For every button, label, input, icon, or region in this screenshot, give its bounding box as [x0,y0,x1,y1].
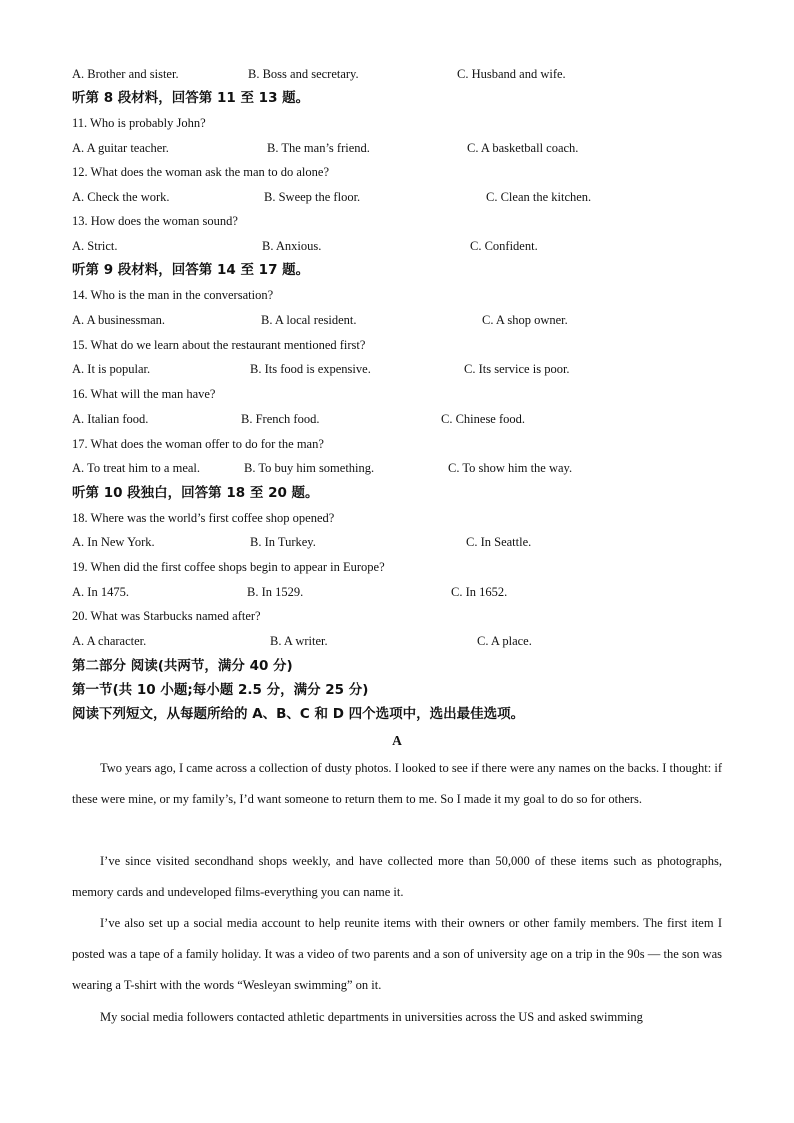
part-two-heading: 第二部分 阅读(共两节，满分 40 分) [72,658,293,674]
question-11: 11. Who is probably John? [72,116,206,130]
option-b: B. Its food is expensive. [250,362,371,376]
question-18: 18. Where was the world’s first coffee shop opened? [72,511,335,525]
paragraph-2: I’ve since visited secondhand shops weekly, and have collected more than 50,000 of these items such as photographs, memory cards and undeveloped films-everything you can name it. [72,854,722,899]
paragraph-4: My social media followers contacted athletic departments in universities across the US and asked swimming [100,1010,643,1024]
question-16: 16. What will the man have? [72,387,216,401]
option-b: B. The man’s friend. [267,141,370,155]
section-heading-9: 听第 9 段材料，回答第 14 至 17 题。 [72,262,310,278]
option-b: B. To buy him something. [244,461,375,475]
option-a: A. Check the work. [72,190,170,204]
option-a: A. In 1475. [72,585,129,599]
option-b: B. Anxious. [262,239,322,253]
option-b: B. In Turkey. [250,535,316,549]
option-b: B. A local resident. [261,313,357,327]
option-b: B. A writer. [270,634,328,648]
option-a: A. Strict. [72,239,118,253]
option-b: B. In 1529. [247,585,304,599]
option-c: C. In Seattle. [466,535,532,549]
question-15: 15. What do we learn about the restaurant mentioned first? [72,338,366,352]
option-c: C. To show him the way. [448,461,573,475]
paragraph-3: I’ve also set up a social media account to help reunite items with their owners or other family members. The first item I posted was a tape of a family holiday. It was a video of two parents and a son of university age on a trip in the 90s — the son was wearing a T-shirt with the words “Wesleyan swimming” on it. [72,916,722,992]
section-one-heading: 第一节(共 10 小题;每小题 2.5 分，满分 25 分) [72,682,369,698]
option-a: A. A guitar teacher. [72,141,169,155]
option-c: C. Confident. [470,239,538,253]
question-19: 19. When did the first coffee shops begin to appear in Europe? [72,560,385,574]
question-12: 12. What does the woman ask the man to do alone? [72,165,329,179]
option-a: A. It is popular. [72,362,151,376]
option-b: B. French food. [241,412,320,426]
option-c: C. In 1652. [451,585,508,599]
question-14: 14. Who is the man in the conversation? [72,288,274,302]
question-20: 20. What was Starbucks named after? [72,609,261,623]
question-13: 13. How does the woman sound? [72,214,238,228]
option-c: C. Its service is poor. [464,362,570,376]
option-a: A. To treat him to a meal. [72,461,201,475]
option-b: B. Sweep the floor. [264,190,361,204]
option-a: A. A businessman. [72,313,166,327]
option-a: A. Brother and sister. [72,67,179,81]
option-c: C. Husband and wife. [457,67,566,81]
option-c: C. Chinese food. [441,412,526,426]
paragraph-1: Two years ago, I came across a collection of dusty photos. I looked to see if there were any names on the backs. I thought: if these were mine, or my family’s, I’d want someone to return them to me. So I made it my goal to do so for others. [72,761,722,806]
option-a: A. A character. [72,634,147,648]
option-a: A. Italian food. [72,412,149,426]
section-heading-10: 听第 10 段独白，回答第 18 至 20 题。 [72,485,319,501]
question-17: 17. What does the woman offer to do for the man? [72,437,324,451]
section-heading-8: 听第 8 段材料，回答第 11 至 13 题。 [72,90,310,106]
option-b: B. Boss and secretary. [248,67,359,81]
option-c: C. Clean the kitchen. [486,190,592,204]
passage-label: A [392,733,402,748]
option-c: C. A shop owner. [482,313,568,327]
option-c: C. A place. [477,634,532,648]
option-a: A. In New York. [72,535,155,549]
option-c: C. A basketball coach. [467,141,579,155]
reading-instructions: 阅读下列短文，从每题所给的 A、B、C 和 D 四个选项中，选出最佳选项。 [72,706,525,722]
